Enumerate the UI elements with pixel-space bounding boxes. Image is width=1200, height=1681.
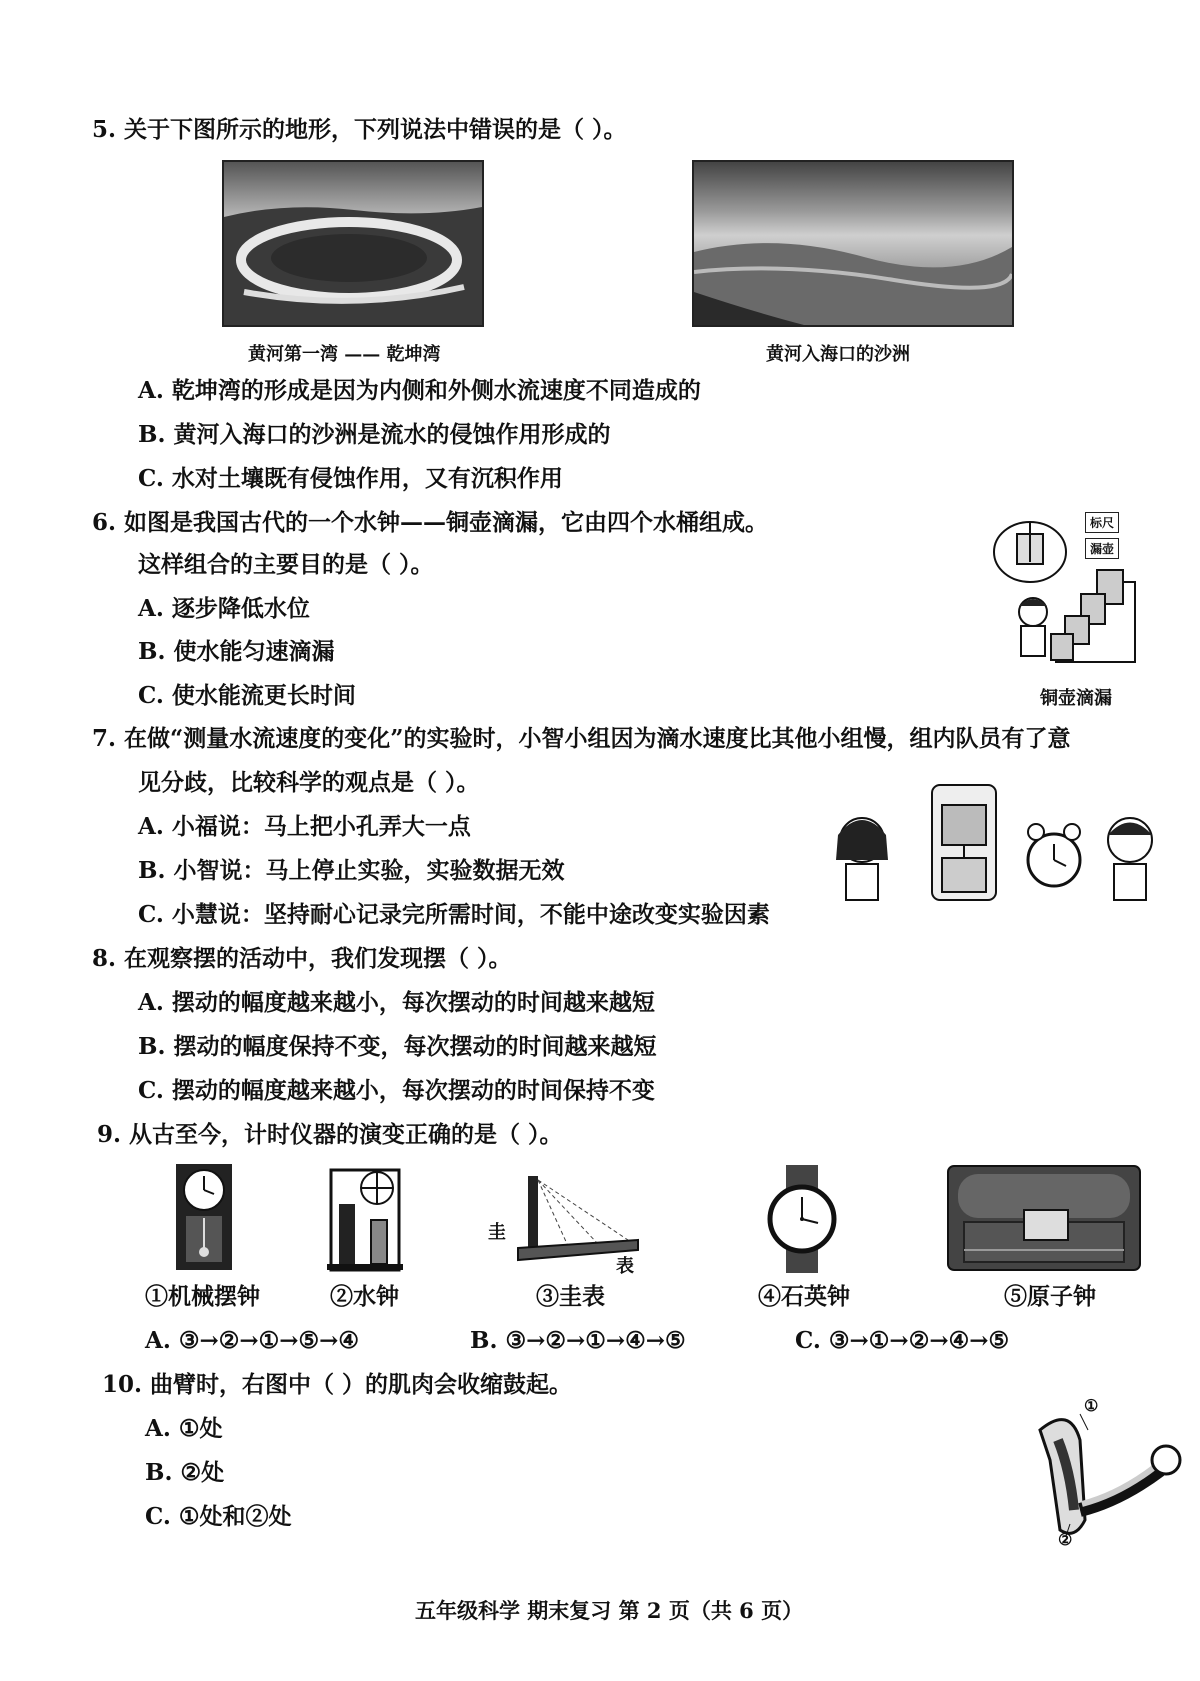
q9-item-4: ④石英钟 bbox=[758, 1283, 850, 1310]
q6-option-a[interactable]: A. 逐步降低水位 bbox=[138, 595, 310, 622]
q9-item-2: ②水钟 bbox=[330, 1283, 399, 1310]
q7-stem-line2: 见分歧，比较科学的观点是（ ）。 bbox=[138, 769, 480, 796]
q8-option-c[interactable]: C. 摆动的幅度越来越小，每次摆动的时间保持不变 bbox=[138, 1077, 655, 1104]
q10-stem: 10. 曲臂时，右图中（ ）的肌肉会收缩鼓起。 bbox=[102, 1371, 573, 1398]
q6-option-b[interactable]: B. 使水能匀速滴漏 bbox=[138, 638, 335, 665]
q7-option-c[interactable]: C. 小慧说：坚持耐心记录完所需时间，不能中途改变实验因素 bbox=[138, 901, 770, 928]
drip-experiment-figure bbox=[832, 780, 1162, 910]
pendulum-clock-figure bbox=[168, 1162, 240, 1272]
q9-option-b[interactable]: B. ③→②→①→④→⑤ bbox=[470, 1327, 686, 1354]
q5-caption-left: 黄河第一湾 —— 乾坤湾 bbox=[248, 344, 441, 365]
q5-option-b[interactable]: B. 黄河入海口的沙洲是流水的侵蚀作用形成的 bbox=[138, 421, 611, 448]
arm-muscle-figure bbox=[1030, 1396, 1190, 1550]
q8-option-b[interactable]: B. 摆动的幅度保持不变，每次摆动的时间越来越短 bbox=[138, 1033, 657, 1060]
quartz-watch-figure bbox=[766, 1165, 838, 1273]
arm-mark-1: ① bbox=[1084, 1396, 1099, 1415]
q10-option-c[interactable]: C. ①处和②处 bbox=[145, 1503, 292, 1530]
q7-option-b[interactable]: B. 小智说：马上停止实验，实验数据无效 bbox=[138, 857, 565, 884]
q9-option-c[interactable]: C. ③→①→②→④→⑤ bbox=[795, 1327, 1010, 1354]
q5-stem: 5. 关于下图所示的地形，下列说法中错误的是（ ）。 bbox=[92, 116, 627, 143]
gnomon-label-biao: 表 bbox=[616, 1256, 634, 1277]
q10-option-b[interactable]: B. ②处 bbox=[145, 1459, 225, 1486]
q5-option-c[interactable]: C. 水对土壤既有侵蚀作用，又有沉积作用 bbox=[138, 465, 563, 492]
q6-tag-pot: 漏壶 bbox=[1085, 538, 1119, 559]
copper-pot-water-clock-figure bbox=[985, 512, 1155, 682]
q6-figure-caption: 铜壶滴漏 bbox=[1040, 688, 1112, 709]
q7-option-a[interactable]: A. 小福说：马上把小孔弄大一点 bbox=[138, 813, 471, 840]
q6-stem-line2: 这样组合的主要目的是（ ）。 bbox=[138, 551, 434, 578]
page-footer: 五年级科学 期末复习 第 2 页（共 6 页） bbox=[415, 1598, 804, 1623]
q6-stem-line1: 6. 如图是我国古代的一个水钟——铜壶滴漏，它由四个水桶组成。 bbox=[92, 509, 769, 536]
q9-option-a[interactable]: A. ③→②→①→⑤→④ bbox=[145, 1327, 360, 1354]
q9-stem: 9. 从古至今，计时仪器的演变正确的是（ ）。 bbox=[97, 1121, 563, 1148]
q9-item-5: ⑤原子钟 bbox=[1004, 1283, 1096, 1310]
q8-stem: 8. 在观察摆的活动中，我们发现摆（ ）。 bbox=[92, 945, 512, 972]
q7-stem-line1: 7. 在做“测量水流速度的变化”的实验时，小智小组因为滴水速度比其他小组慢，组内队员有了意 bbox=[92, 725, 1071, 752]
q6-tag-ruler: 标尺 bbox=[1085, 512, 1119, 533]
q5-caption-right: 黄河入海口的沙洲 bbox=[766, 344, 910, 365]
q9-item-3: ③圭表 bbox=[536, 1283, 605, 1310]
water-clock-figure bbox=[325, 1160, 405, 1272]
arm-mark-2: ② bbox=[1058, 1530, 1073, 1549]
yellow-river-estuary-photo bbox=[692, 160, 1014, 327]
q9-item-1: ①机械摆钟 bbox=[145, 1283, 260, 1310]
q10-option-a[interactable]: A. ①处 bbox=[145, 1415, 223, 1442]
atomic-clock-figure bbox=[944, 1160, 1144, 1275]
q6-option-c[interactable]: C. 使水能流更长时间 bbox=[138, 682, 356, 709]
q8-option-a[interactable]: A. 摆动的幅度越来越小，每次摆动的时间越来越短 bbox=[138, 989, 655, 1016]
qiankun-bend-photo bbox=[222, 160, 484, 327]
gnomon-label-gui: 圭 bbox=[488, 1222, 506, 1243]
gnomon-figure bbox=[488, 1170, 648, 1277]
q5-option-a[interactable]: A. 乾坤湾的形成是因为内侧和外侧水流速度不同造成的 bbox=[138, 377, 701, 404]
